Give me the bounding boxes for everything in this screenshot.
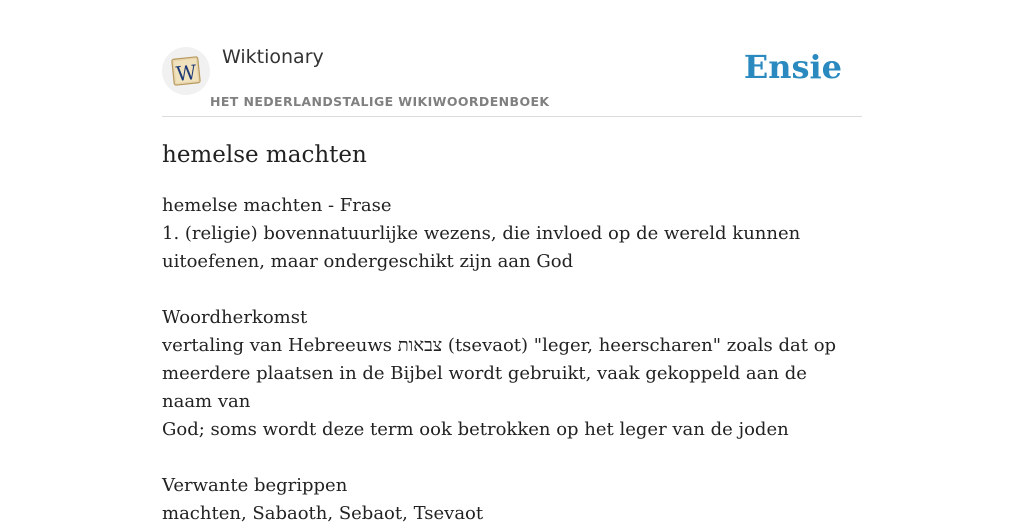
etymology-line: vertaling van Hebreeuws צבאות (tsevaot) "leger, heerscharen" zoals dat op xyxy=(162,335,837,356)
wiktionary-tile-graphic xyxy=(169,54,203,88)
entry-body xyxy=(162,192,862,528)
etymology-line: meerdere plaatsen in de Bijbel wordt gebruikt, vaak gekoppeld aan de naam van xyxy=(162,363,807,412)
ensie-brand-link[interactable]: Ensie xyxy=(743,48,842,86)
definition-line: uitoefenen, maar ondergeschikt zijn aan God xyxy=(162,251,574,272)
page-title: hemelse machten xyxy=(162,142,367,168)
related-heading: Verwante begrippen xyxy=(162,475,348,496)
etymology-heading: Woordherkomst xyxy=(162,307,308,328)
definition-line: 1. (religie) bovennatuurlijke wezens, die invloed op de wereld kunnen xyxy=(162,223,801,244)
wiktionary-logo-icon[interactable] xyxy=(162,47,210,95)
spacer xyxy=(162,276,862,304)
site-header xyxy=(162,40,862,117)
entry-content xyxy=(162,138,862,528)
headword-line: hemelse machten - Frase xyxy=(162,195,392,216)
spacer xyxy=(162,444,862,472)
site-tagline: HET NEDERLANDSTALIGE WIKIWOORDENBOEK xyxy=(210,94,550,109)
site-name[interactable]: Wiktionary xyxy=(222,46,324,68)
etymology-line: God; soms wordt deze term ook betrokken op het leger van de joden xyxy=(162,419,789,440)
related-terms: machten, Sabaoth, Sebaot, Tsevaot xyxy=(162,503,484,524)
svg-text:W: W xyxy=(174,59,198,86)
